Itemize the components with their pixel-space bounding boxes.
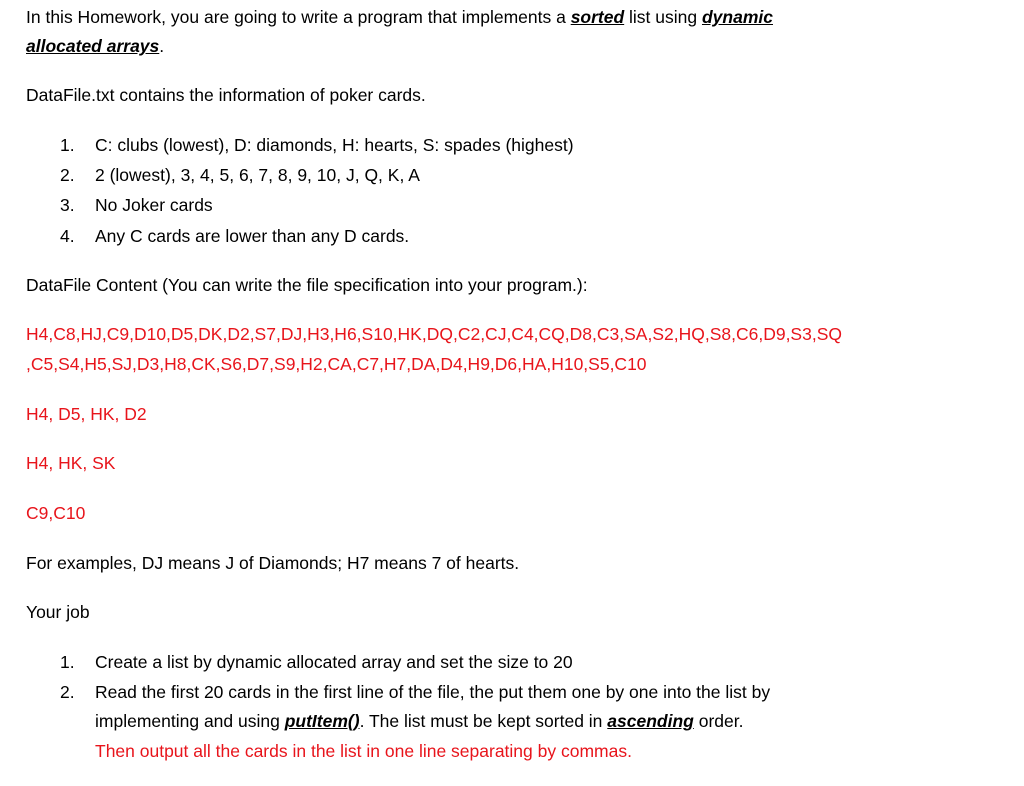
- job-output-instruction: Then output all the cards in the list in one line separating by commas.: [95, 741, 632, 761]
- content-heading: DataFile Content (You can write the file specification into your program.):: [26, 275, 588, 295]
- rule-text: Any C cards are lower than any D cards.: [95, 226, 410, 246]
- putitem-emphasis: putItem(): [284, 711, 360, 731]
- data-line-3: H4, HK, SK: [26, 453, 116, 473]
- datafile-description: DataFile.txt contains the information of poker cards.: [26, 85, 426, 105]
- job-text: . The list must be kept sorted in: [359, 711, 608, 731]
- examples-text: For examples, DJ means J of Diamonds; H7 means 7 of hearts.: [26, 553, 520, 573]
- job-number: 1.: [60, 652, 75, 672]
- intro-text-2: list using: [624, 7, 702, 27]
- job-item-continuation: [95, 706, 743, 736]
- job-item: [60, 647, 573, 677]
- job-number: 2.: [60, 682, 75, 702]
- rule-text: No Joker cards: [95, 195, 213, 215]
- job-text: Create a list by dynamic allocated array and set the size to 20: [95, 652, 573, 672]
- intro-period: .: [159, 36, 165, 56]
- rule-text: 2 (lowest), 3, 4, 5, 6, 7, 8, 9, 10, J, Q, K, A: [95, 165, 420, 185]
- data-line-4: C9,C10: [26, 503, 86, 523]
- rule-item: [60, 221, 409, 251]
- intro-text-1: In this Homework, you are going to write a program that implements a: [26, 7, 571, 27]
- rule-number: 2.: [60, 165, 75, 185]
- job-text: order.: [693, 711, 744, 731]
- rule-number: 1.: [60, 135, 75, 155]
- ascending-emphasis: ascending: [607, 711, 694, 731]
- job-item: [60, 677, 770, 707]
- rule-number: 4.: [60, 226, 75, 246]
- dynamic-emphasis: dynamic: [701, 7, 773, 27]
- sorted-emphasis: sorted: [570, 7, 625, 27]
- data-line-1b: ,C5,S4,H5,SJ,D3,H8,CK,S6,D7,S9,H2,CA,C7,H7,DA,D4,H9,D6,HA,H10,S5,C10: [26, 354, 647, 374]
- job-text: implementing and using: [95, 711, 285, 731]
- rule-item: [60, 190, 213, 220]
- job-text: Read the first 20 cards in the first line of the file, the put them one by one into the list by: [95, 682, 771, 702]
- data-line-2: H4, D5, HK, D2: [26, 404, 147, 424]
- rule-text: C: clubs (lowest), D: diamonds, H: hearts, S: spades (highest): [95, 135, 574, 155]
- intro-line-1: [26, 2, 773, 32]
- data-line-1a: H4,C8,HJ,C9,D10,D5,DK,D2,S7,DJ,H3,H6,S10,HK,DQ,C2,CJ,C4,CQ,D8,C3,SA,S2,HQ,S8,C6,D9,S3,SQ: [26, 324, 842, 344]
- allocated-arrays-emphasis: allocated arrays: [26, 36, 160, 56]
- rule-number: 3.: [60, 195, 75, 215]
- job-heading: Your job: [26, 602, 90, 622]
- rule-item: [60, 160, 420, 190]
- rule-item: [60, 130, 574, 160]
- intro-line-2: [26, 31, 164, 61]
